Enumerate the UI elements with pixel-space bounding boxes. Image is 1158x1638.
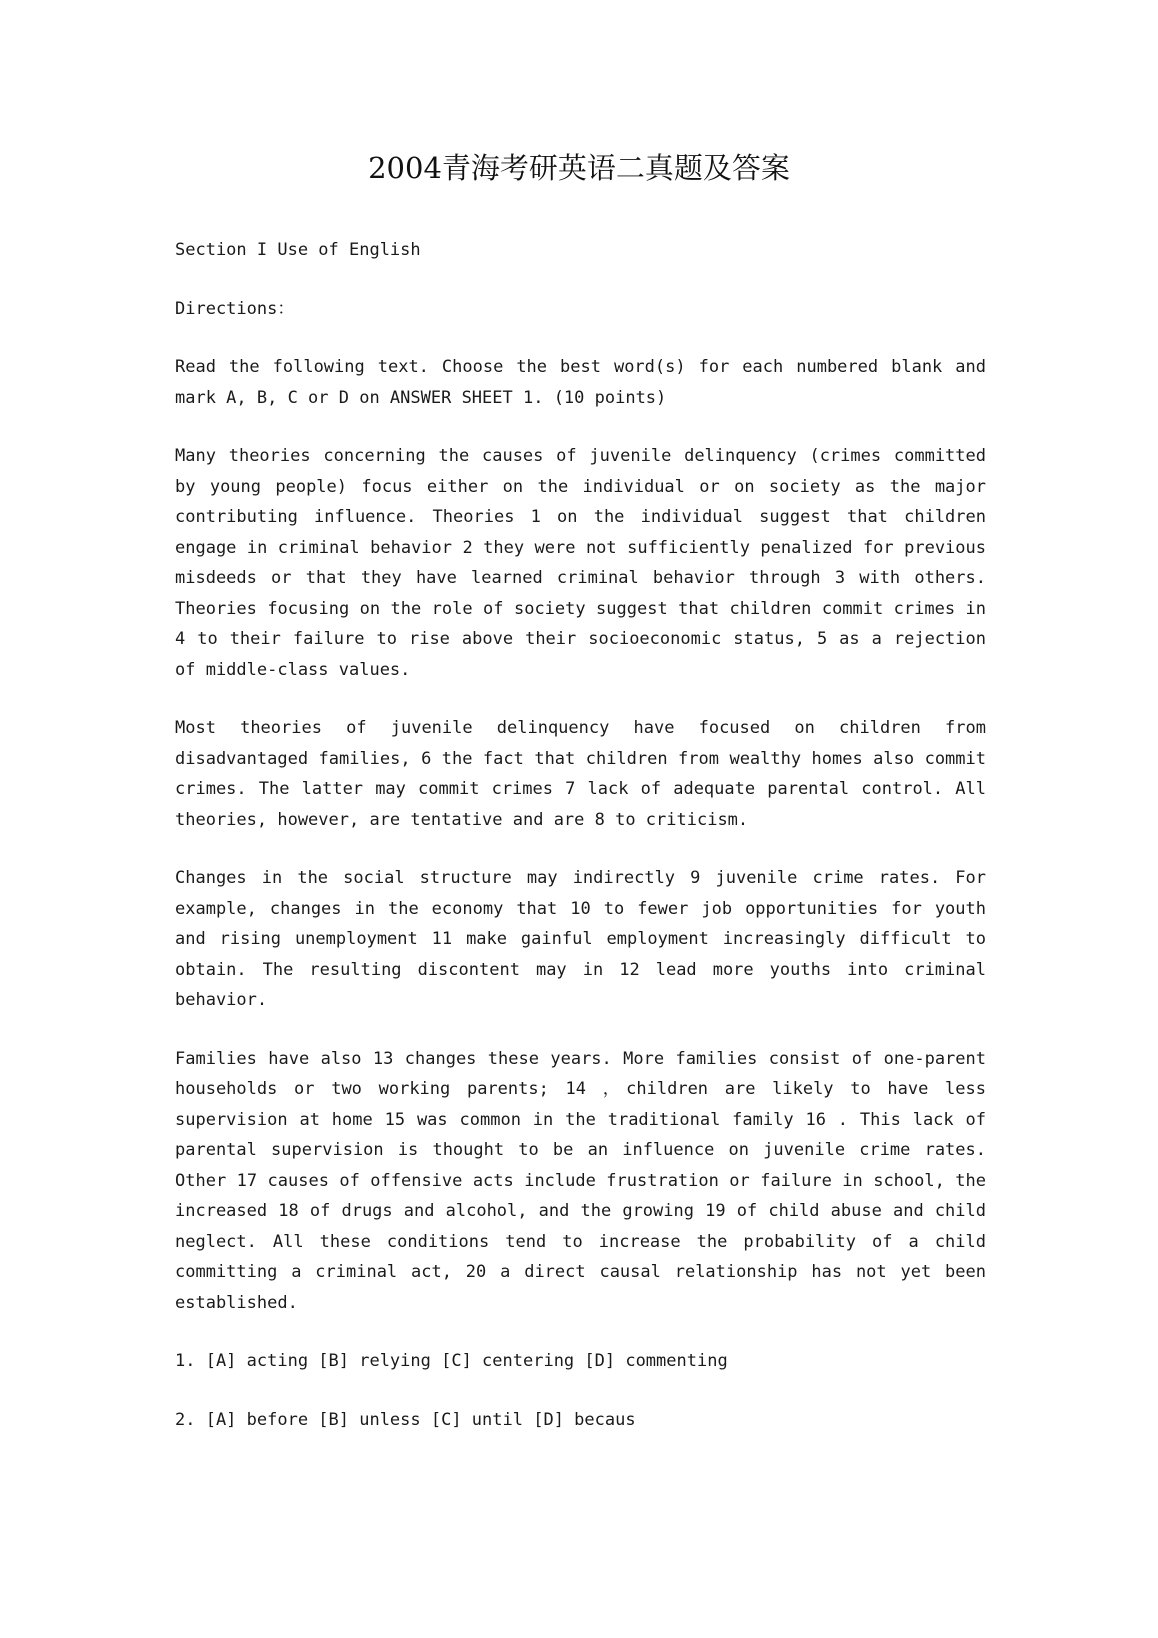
passage-paragraph: Many theories concerning the causes of juvenile delinquency (crimes committed by young people) focus either on the individual or on society as the major contributing influence. Theories 1 on the individual suggest that children engage in criminal behavior 2 they were not sufficiently penalized for previous misdeeds or that they have learned criminal behavior through 3 with others. Theories focusing on the role of society suggest that children commit crimes in 4 to their failure to rise above their socioeconomic status, 5 as a rejection of middle-class values.	[175, 446, 986, 680]
directions-text: Read the following text. Choose the best word(s) for each numbered blank and mark A, B, C or D on ANSWER SHEET 1. (10 points)	[175, 357, 986, 408]
page-title: 2004青海考研英语二真题及答案	[368, 151, 790, 185]
question-item: 2. [A] before [B] unless [C] until [D] becaus	[175, 1409, 636, 1430]
directions-label: Directions：	[175, 298, 295, 319]
section-heading: Section I Use of English	[175, 240, 421, 260]
passage-paragraph: Changes in the social structure may indirectly 9 juvenile crime rates. For example, changes in the economy that 10 to fewer job opportunities for youth and rising unemployment 11 make gainful employment increasingly difficult to obtain. The resulting discontent may in 12 lead more youths into criminal behavior.	[175, 868, 986, 1010]
question-item: 1. [A] acting [B] relying [C] centering [D] commenting	[175, 1351, 728, 1371]
passage-paragraph: Most theories of juvenile delinquency have focused on children from disadvantaged families, 6 the fact that children from wealthy homes also commit crimes. The latter may commit crimes 7 lack of adequate parental control. All theories, however, are tentative and are 8 to criticism.	[175, 718, 986, 830]
document-body	[175, 235, 986, 1435]
passage-paragraph: Families have also 13 changes these years. More families consist of one-parent households or two working parents; 14 ，children are likely to have less supervision at home 15 was common in the traditional family 16 . This lack of parental supervision is thought to be an influence on juvenile crime rates. Other 17 causes of offensive acts include frustration or failure in school, the increased 18 of drugs and alcohol, and the growing 19 of child abuse and child neglect. All these conditions tend to increase the probability of a child committing a criminal act, 20 a direct causal relationship has not yet been established.	[175, 1048, 986, 1313]
